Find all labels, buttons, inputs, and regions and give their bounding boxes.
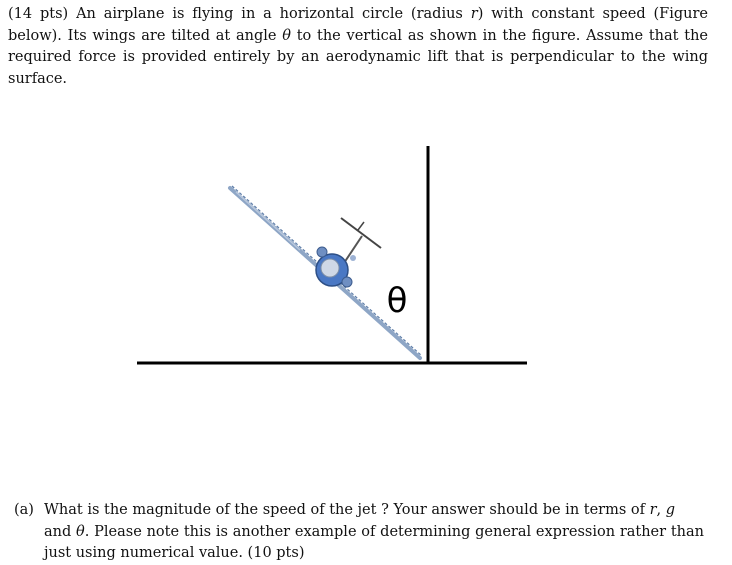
var-theta: θ bbox=[282, 27, 291, 44]
var-r: r bbox=[649, 502, 657, 518]
var-g: g bbox=[665, 502, 676, 518]
var-r: r bbox=[470, 6, 478, 22]
problem-text-part: An airplane is flying in a horizontal circle (radius bbox=[68, 6, 471, 22]
tail-stabilizer bbox=[341, 218, 381, 266]
problem-text-part: to the vertical as shown in the figure. Assume that the required force is provided entirely by an aerodynamic lift that is perpendicular to the wing surface. bbox=[8, 27, 708, 87]
question-text-part: What is the magnitude of the speed of the jet ? Your answer should be in terms of bbox=[44, 502, 650, 518]
question-label: (a) bbox=[14, 502, 34, 518]
var-theta: θ bbox=[76, 523, 85, 540]
problem-text-part: ) with constant speed (Figure below). Its wings are tilted at angle bbox=[8, 6, 708, 44]
question-text-part: , bbox=[656, 502, 666, 518]
question-text bbox=[44, 500, 704, 565]
problem-points: (14 pts) bbox=[8, 6, 69, 22]
question-a bbox=[14, 500, 714, 561]
question-text-part: and bbox=[44, 523, 77, 540]
question-text-part: . Please note this is another example of determining general expression rather than just using numerical value. (10 pts) bbox=[44, 523, 704, 561]
angle-theta-label: θ bbox=[386, 281, 408, 321]
